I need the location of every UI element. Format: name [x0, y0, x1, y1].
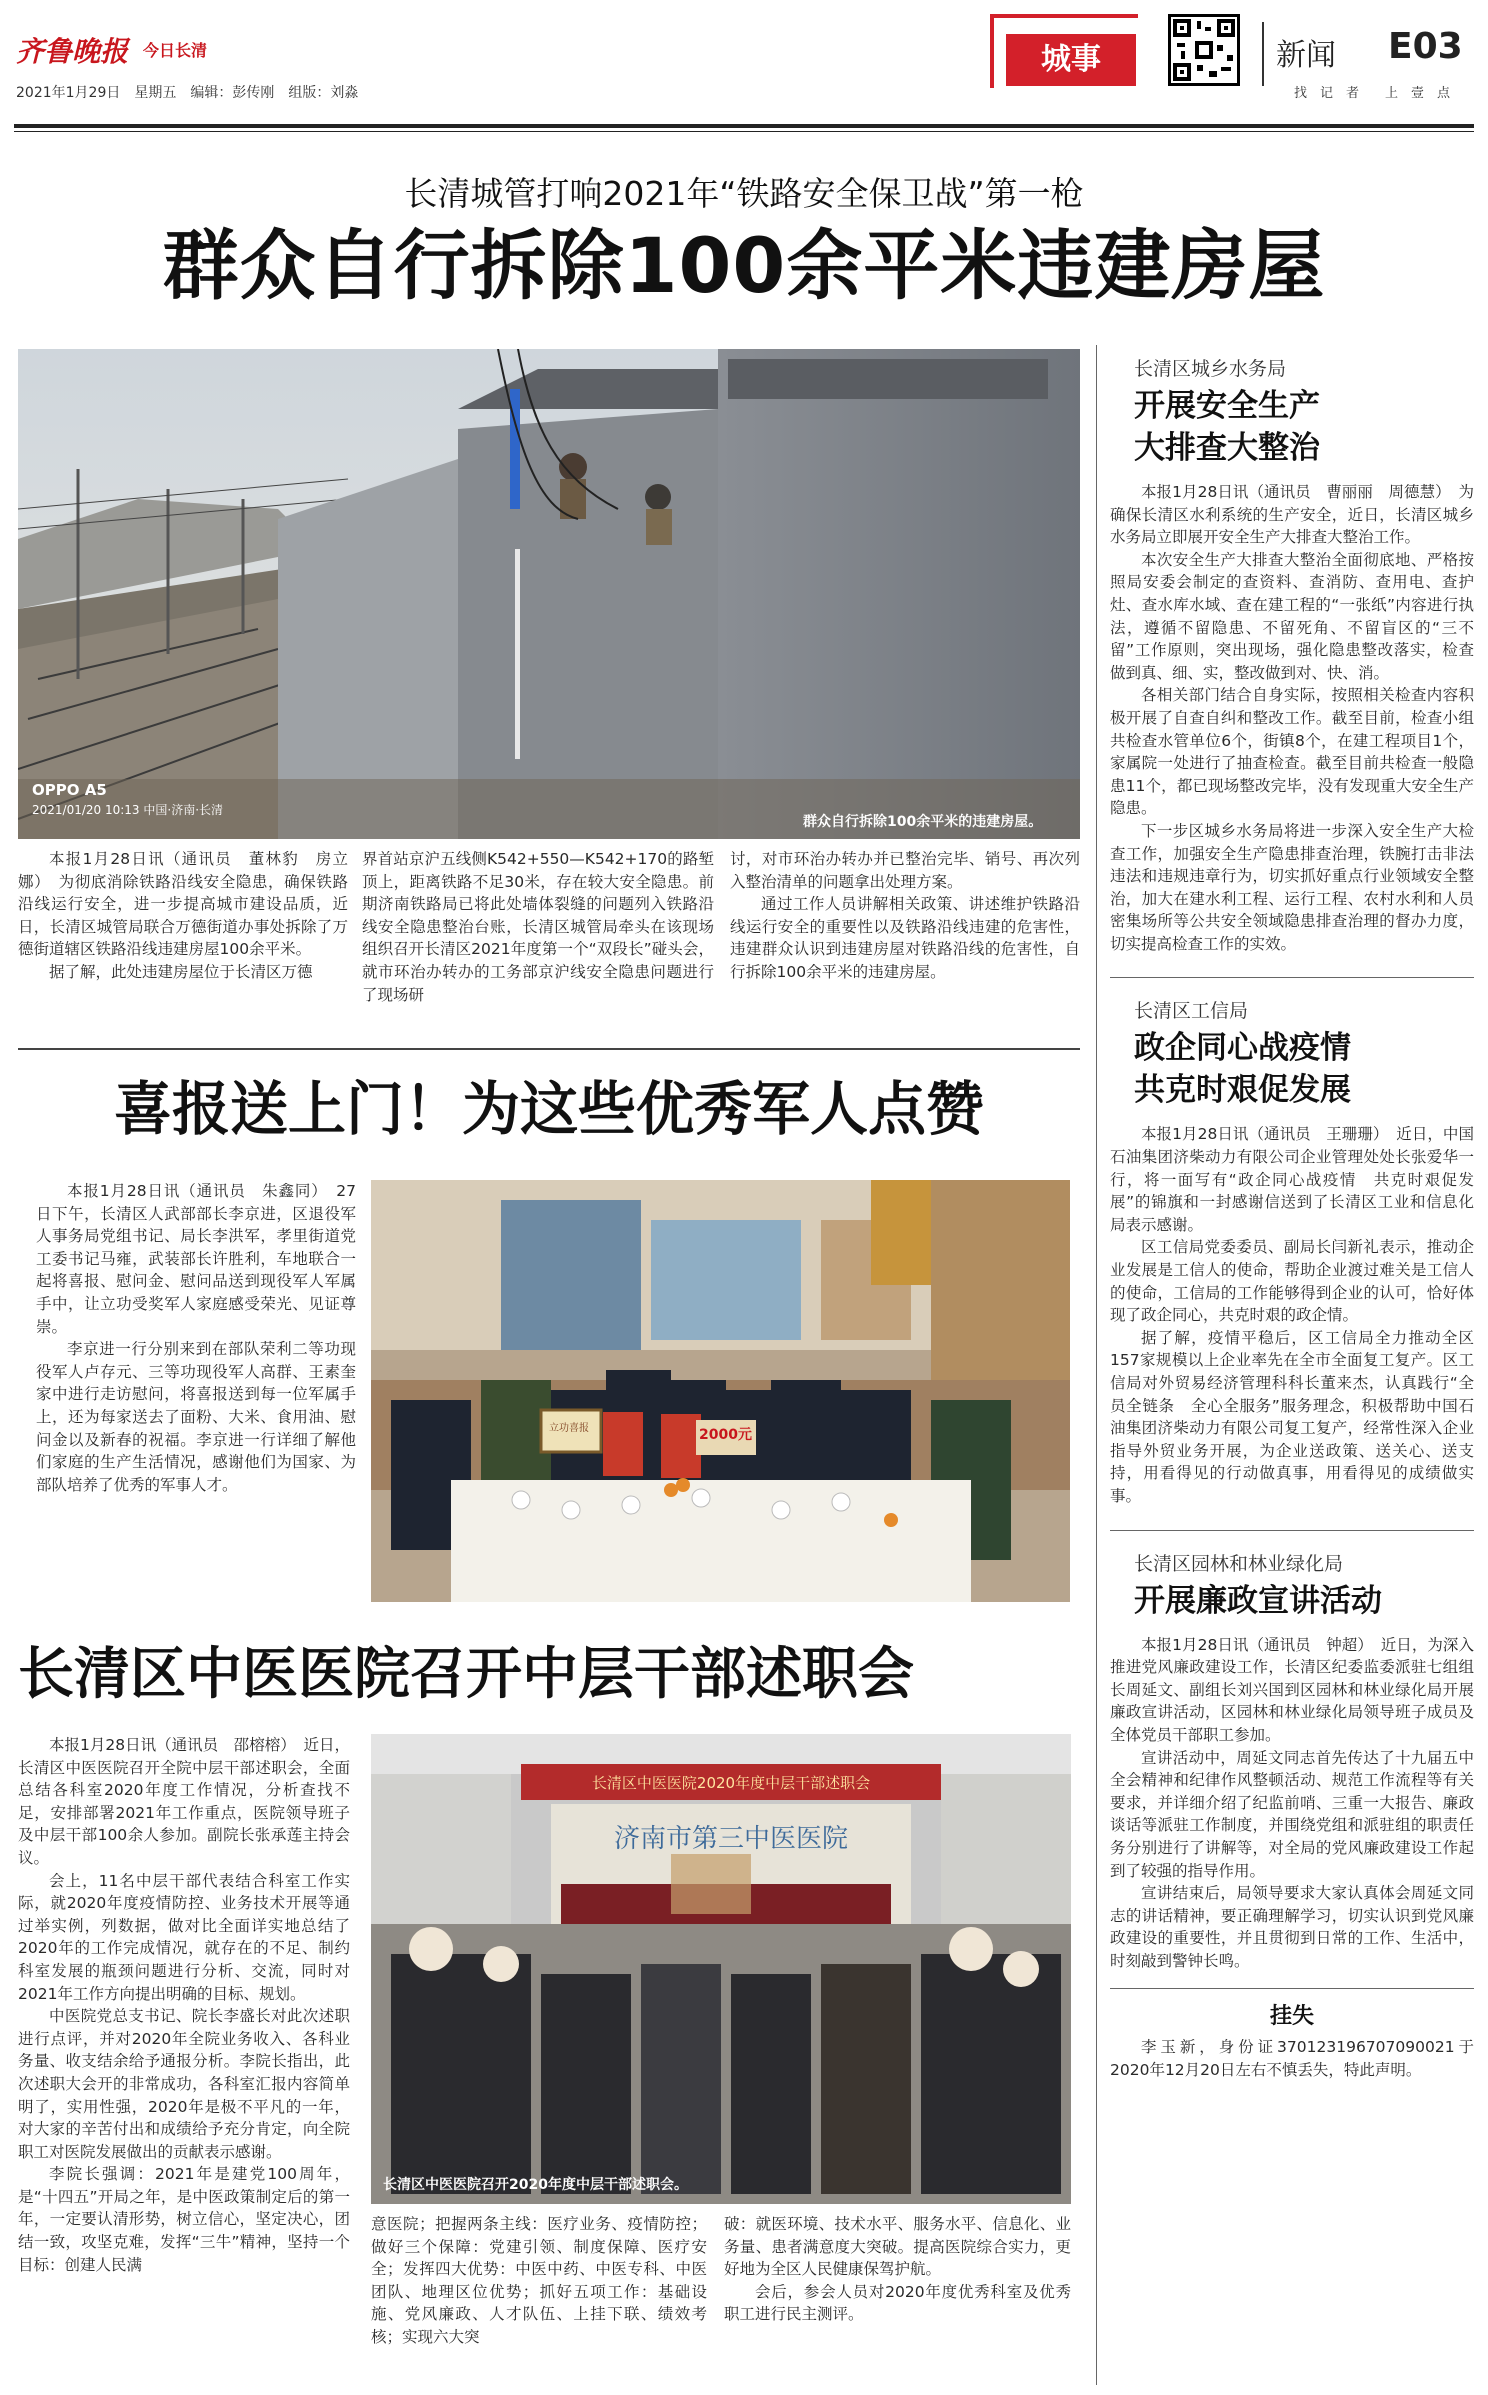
military-para-1: 本报1月28日讯（通讯员 朱鑫同） 27日下午，长清区人武部部长李京进，区退役军人事务局党组书记、局长李洪军，孝里街道党工委书记马雍，武装部长许胜利，车地联合一起将喜报、慰问金、慰问品送到现役军人军属手中，让立功受奖军人家庭感受荣光、见证尊崇。 [36, 1182, 356, 1336]
lost-notice-title: 挂失 [1269, 2004, 1314, 2030]
lead-col1-para: 本报1月28日讯（通讯员 董林豹 房立娜） 为彻底消除铁路沿线安全隐患，确保铁路沿线运行安全，进一步提高城市建设品质，近日，长清区城管局联合万德街道办事处拆除了万德街道辖区铁路沿线违建房屋100余平米。 [18, 850, 348, 959]
industry-para-2: 区工信局党委委员、副局长闫新礼表示，推动企业发展是工信人的使命，帮助企业渡过难关是工信人的使命，工信局的工作能够得到企业的认可，恰好体现了政企同心，共克时艰的政企情。 [1110, 1238, 1474, 1325]
hospital-para-7: 会后，参会人员对2020年度优秀科室及优秀职工进行民主测评。 [724, 2282, 1071, 2324]
hospital-para-2: 会上，11名中层干部代表结合科室工作实际，就2020年度疫情防控、业务技术开展等通过举实例，列数据，做对比全面详实地总结了2020年的工作完成情况，就存在的不足、制约科室发展的瓶颈问题进行分析、交流，同时对2021年工作方向提出明确的目标、规划。 [18, 1871, 350, 2003]
military-text [36, 1180, 356, 1496]
water-para-3: 各相关部门结合自身实际，按照相关检查内容积极开展了自查自纠和整改工作。截至目前，检查小组共检查水管单位6个，街镇8个，在建工程项目1个，家属院一处进行了抽查检查。截至目前共检查一般隐患11个，都已现场整改完毕，没有发现重大安全生产隐患。 [1110, 686, 1474, 818]
industry-title-2: 共克时艰促发展 [1134, 1072, 1351, 1109]
forestry-para-3: 宣讲结束后，局领导要求大家认真体会周延文同志的讲话精神，要正确理解学习，切实认识到党风廉政建设的重要性，并且贯彻到日常的工作、生活中，时刻敲到警钟长鸣。 [1110, 1884, 1474, 1970]
hospital-headline: 长清区中医医院召开中层干部述职会 [18, 1642, 914, 1707]
sidebar [1110, 350, 1474, 2082]
sidebar-rule-3 [1110, 1988, 1474, 1989]
forestry-para-2: 宣讲活动中，周延文同志首先传达了十九届五中全会精神和纪律作风整顿活动、规范工作流程等有关要求，并详细介绍了纪监前哨、三重一大报告、廉政谈话等派驻工作制度，并围绕党组和派驻组的职责任务分别进行了讲解等，对全局的党风廉政建设工作起到了较强的指导作用。 [1110, 1748, 1474, 1880]
masthead-rule-thin [14, 131, 1474, 132]
banner-text: 2000元 [699, 1427, 752, 1443]
military-para-2: 李京进一行分别来到在部队荣利二等功现役军人卢存元、三等功现役军人高群、王素奎家中进行走访慰问，将喜报送到每一位军属手上，还为每家送去了面粉、大米、食用油、慰问金以及新春的祝福。李京进一行详细了解他们家庭的生产生活情况，感谢他们为国家、为部队培养了优秀的军事人才。 [36, 1340, 356, 1494]
photo-timestamp: 2021/01/20 10:13 中国·济南·长清 [32, 803, 224, 817]
qr-code-icon [1168, 14, 1240, 86]
lead-column-3 [730, 848, 1080, 984]
section-badge: 城事 [1006, 34, 1136, 86]
forestry-para-1: 本报1月28日讯（通讯员 钟超） 近日，为深入推进党风廉政建设工作，长清区纪委监委派驻七组组长周延文、副组长刘兴国到区园林和林业绿化局开展廉政宣讲活动，区园林和林业绿化局领导班子成员及全体党员干部职工参加。 [1110, 1635, 1474, 1744]
masthead-rule-thick [14, 124, 1474, 128]
military-headline: 喜报送上门！为这些优秀军人点赞 [113, 1075, 984, 1143]
tagline: 找 记 者 上 壹 点 [1294, 86, 1451, 101]
newspaper-logo: 齐鲁晚报 [16, 35, 129, 68]
lead-column-2 [362, 848, 714, 1006]
hospital-text-left [18, 1734, 350, 2276]
sidebar-rule-2 [1110, 1530, 1474, 1531]
hospital-para-1: 本报1月28日讯（通讯员 邵榕榕） 近日，长清区中医医院召开全院中层干部述职会，全面总结各科室2020年度工作情况，分析查找不足，安排部署2021年工作重点，医院领导班子及中层干部100余人参加。副院长张承莲主持会议。 [18, 1736, 350, 1867]
industry-dept: 长清区工信局 [1134, 1000, 1249, 1023]
hospital-photo-caption: 长清区中医医院召开2020年度中层干部述职会。 [383, 2177, 688, 2193]
lead-headline: 群众自行拆除100余平米违建房屋 [162, 221, 1326, 310]
hospital-para-6: 破：就医环境、技术水平、服务水平、信息化、业务量、患者满意度大突破。提高医院综合实力，更好地为全区人民健康保驾护航。 [724, 2215, 1071, 2279]
water-para-1: 本报1月28日讯（通讯员 曹丽丽 周德慧） 为确保长清区水利系统的生产安全，近日，长清区城乡水务局立即展开安全生产大排查大整治工作。 [1110, 483, 1474, 547]
hospital-para-3: 中医院党总支书记、院长李盛长对此次述职进行点评，并对2020年全院业务收入、各科业务量、收支结余给予通报分析。李院长指出，此次述职大会开的非常成功，各科室汇报内容简单明了，实用性强，2020年是极不平凡的一年，对大家的辛苦付出和成绩给予充分肯定，向全院职工对医院发展做出的贡献表示感谢。 [18, 2007, 350, 2161]
sidebar-vertical-rule [1096, 345, 1097, 2385]
sidebar-rule-1 [1110, 977, 1474, 978]
news-label: 新闻 [1276, 38, 1336, 73]
lost-notice-body [1110, 2036, 1474, 2081]
masthead [0, 0, 1488, 125]
hospital-text-col3 [724, 2213, 1071, 2326]
page-number: E03 [1388, 26, 1463, 67]
lead-col3b-para: 通过工作人员讲解相关政策、讲述维护铁路沿线运行安全的重要性以及铁路沿线违建的危害性，违建群众认识到违建房屋对铁路沿线的危害性，自行拆除100余平米的违建房屋。 [730, 895, 1080, 981]
lost-notice-text: 李玉新，身份证370123196707090021于2020年12月20日左右不慎丢失，特此声明。 [1110, 2038, 1474, 2080]
water-para-4: 下一步区城乡水务局将进一步深入安全生产大检查工作，加强安全生产隐患排查治理，铁腕打击非法违法和违规违章行为，切实抓好重点行业领域安全整治，加大在建水利工程、运行工程、农村水利和人员密集场所等公共安全领域隐患排查治理的督办力度，切实提高检查工作的实效。 [1110, 821, 1474, 953]
edition-label: 今日长清 [143, 41, 208, 60]
hospital-text-col2 [371, 2213, 707, 2349]
lead-col1b-para: 据了解，此处违建房屋位于长清区万德 [49, 962, 313, 981]
lead-col2-para: 界首站京沪五线侧K542+550—K542+170的路堑顶上，距离铁路不足30米，存在较大安全隐患。前期济南铁路局已将此处墙体裂缝的问题列入铁路沿线安全隐患整治台账，长清区城管局牵头在该现场组织召开长清区2021年度第一个“双段长”碰头会，就市环治办转办的工务部京沪线安全隐患问题进行了现场研 [362, 850, 714, 1004]
forestry-dept: 长清区园林和林业绿化局 [1134, 1552, 1344, 1575]
lead-kicker: 长清城管打响2021年“铁路安全保卫战”第一枪 [404, 174, 1084, 213]
lead-bottom-rule [18, 1048, 1080, 1050]
lead-col3-para: 讨，对市环治办转办并已整治完毕、销号、再次列入整治清单的问题拿出处理方案。 [730, 850, 1080, 891]
lead-photo [18, 349, 1080, 839]
military-photo [371, 1180, 1070, 1602]
industry-para-3: 据了解，疫情平稳后，区工信局全力推动全区157家规模以上企业率先在全市全面复工复产。区工信局对外贸易经济管理科科长董来杰，认真践行“全员全链条 全心全服务”服务理念，积极帮助中国石油集团济柴动力有限公司复工复产，经常性深入企业指导外贸业务开展，为企业送政策、送关心、送支持，用看得见的行动做真事，用看得见的成绩做实事。 [1110, 1328, 1474, 1505]
forestry-body [1110, 1634, 1474, 1973]
certificate-text: 立功喜报 [549, 1423, 589, 1434]
water-title-1: 开展安全生产 [1134, 388, 1320, 424]
hospital-photo-banner: 长清区中医医院2020年度中层干部述职会 [591, 1774, 871, 1792]
industry-body [1110, 1123, 1474, 1507]
industry-para-1: 本报1月28日讯（通讯员 王珊珊） 近日，中国石油集团济柴动力有限公司企业管理处处长张爱华一行，将一面写有“政企同心战疫情 共克时艰促发展”的锦旗和一封感谢信送到了长清区工业和信息化局表示感谢。 [1110, 1125, 1474, 1234]
water-body [1110, 481, 1474, 955]
hospital-photo-sign: 济南市第三中医医院 [613, 1824, 848, 1854]
hospital-para-5: 意医院；把握两条主线：医疗业务、疫情防控；做好三个保障：党建引领、制度保障、医疗安全；发挥四大优势：中医中药、中医专科、中医团队、地理区位优势；抓好五项工作：基础设施、党风廉政、人才队伍、上挂下联、绩效考核；实现六大突 [371, 2215, 707, 2346]
photo-watermark: OPPO A5 [32, 781, 107, 799]
masthead-divider [1262, 22, 1264, 86]
water-title-2: 大排查大整治 [1134, 430, 1320, 466]
water-dept: 长清区城乡水务局 [1134, 358, 1287, 380]
lead-photo-caption: 群众自行拆除100余平米的违建房屋。 [803, 814, 1043, 830]
water-para-2: 本次安全生产大排查大整治全面彻底地、严格按照局安委会制定的查资料、查消防、查用电、查护灶、查水库水域、查在建工程的“一张纸”内容进行执法，遵循不留隐患、不留死角、不留盲区的“三不留”工作原则，突出现场，强化隐患整改落实，检查做到真、细、实，整改做到对、快、消。 [1110, 550, 1474, 682]
forestry-title-1: 开展廉政宣讲活动 [1134, 1582, 1382, 1619]
lead-column-1 [18, 848, 348, 984]
industry-title-1: 政企同心战疫情 [1134, 1030, 1351, 1067]
hospital-photo [371, 1734, 1071, 2204]
hospital-para-4: 李院长强调：2021年是建党100周年，是“十四五”开局之年，是中医政策制定后的第一年，一定要认清形势，树立信心，坚定决心，团结一致，攻坚克难，发挥“三牛”精神，坚持一个目标：创建人民满 [18, 2165, 350, 2274]
date-info-line: 2021年1月29日 星期五 编辑：彭传刚 组版：刘淼 [16, 85, 359, 101]
